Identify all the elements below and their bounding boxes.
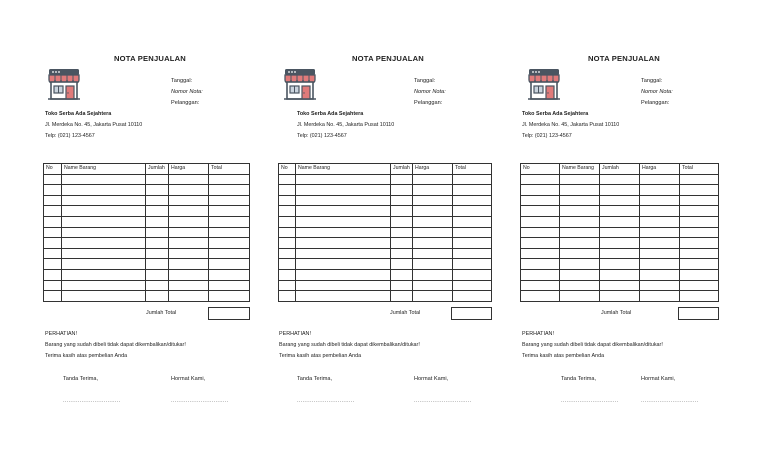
column-header: Harga — [640, 164, 680, 175]
table-cell[interactable] — [680, 248, 719, 259]
date-label: Tanggal: — [414, 78, 436, 84]
column-header: Name Barang — [560, 164, 600, 175]
table-cell[interactable] — [560, 280, 600, 291]
table-cell[interactable] — [521, 206, 560, 217]
column-header: Total — [453, 164, 492, 175]
note-title: NOTA PENJUALAN — [588, 54, 660, 63]
table-cell[interactable] — [600, 227, 640, 238]
customer-label: Pelanggan: — [641, 100, 670, 106]
column-header: Jumlah — [600, 164, 640, 175]
grand-total-label: Jumlah Total — [601, 310, 632, 316]
receiver-signature-line: ............................... — [561, 398, 619, 404]
receiver-signature-line: ............................... — [297, 398, 355, 404]
table-cell[interactable] — [560, 248, 600, 259]
table-row — [521, 291, 719, 302]
date-label: Tanggal: — [641, 78, 663, 84]
table-cell[interactable] — [521, 259, 560, 270]
seller-signature-label: Hormat Kami, — [414, 376, 449, 382]
table-cell[interactable] — [680, 238, 719, 249]
receiver-signature-label: Tanda Terima, — [561, 376, 597, 382]
store-address: Jl. Merdeka No. 45, Jakarta Pusat 10110 — [45, 122, 143, 128]
table-row — [521, 248, 719, 259]
note-number-label: Nomor Nota: — [414, 89, 446, 95]
customer-label: Pelanggan: — [171, 100, 200, 106]
table-row — [521, 259, 719, 270]
table-cell[interactable] — [560, 259, 600, 270]
column-header: Name Barang — [296, 164, 391, 175]
table-cell[interactable] — [521, 185, 560, 196]
table-cell[interactable] — [600, 259, 640, 270]
table-cell[interactable] — [640, 291, 680, 302]
column-header: Harga — [413, 164, 453, 175]
receiver-signature-line: ............................... — [63, 398, 121, 404]
table-cell[interactable] — [521, 227, 560, 238]
notice-thanks: Terima kasih atas pembelian Anda — [279, 353, 362, 359]
table-cell[interactable] — [560, 195, 600, 206]
column-header: Total — [209, 164, 250, 175]
table-cell[interactable] — [600, 280, 640, 291]
table-cell[interactable] — [560, 238, 600, 249]
store-address: Jl. Merdeka No. 45, Jakarta Pusat 10110 — [522, 122, 620, 128]
table-row — [521, 206, 719, 217]
table-cell[interactable] — [560, 206, 600, 217]
table-row — [521, 269, 719, 280]
store-name: Toko Serba Ada Sejahtera — [45, 111, 112, 117]
notice-thanks: Terima kasih atas pembelian Anda — [522, 353, 605, 359]
seller-signature-label: Hormat Kami, — [171, 376, 206, 382]
table-cell[interactable] — [640, 248, 680, 259]
table-cell[interactable] — [680, 291, 719, 302]
table-cell[interactable] — [560, 216, 600, 227]
column-header: No — [521, 164, 560, 175]
table-cell[interactable] — [600, 195, 640, 206]
notice-no-return: Barang yang sudah dibeli tidak dapat dikembalikan/ditukar! — [45, 342, 186, 348]
table-cell[interactable] — [600, 216, 640, 227]
table-cell[interactable] — [600, 291, 640, 302]
column-header: Harga — [169, 164, 209, 175]
table-row — [521, 280, 719, 291]
table-cell[interactable] — [521, 238, 560, 249]
table-cell[interactable] — [560, 185, 600, 196]
table-cell[interactable] — [560, 269, 600, 280]
table-cell[interactable] — [680, 269, 719, 280]
table-cell[interactable] — [521, 269, 560, 280]
table-cell[interactable] — [640, 206, 680, 217]
notice-no-return: Barang yang sudah dibeli tidak dapat dikembalikan/ditukar! — [522, 342, 663, 348]
receiver-signature-label: Tanda Terima, — [297, 376, 333, 382]
grand-total-cell — [678, 307, 719, 320]
table-row — [521, 195, 719, 206]
table-cell[interactable] — [680, 195, 719, 206]
store-name: Toko Serba Ada Sejahtera — [522, 111, 589, 117]
notice-thanks: Terima kasih atas pembelian Anda — [45, 353, 128, 359]
table-cell[interactable] — [560, 291, 600, 302]
table-cell[interactable] — [680, 259, 719, 270]
table-cell[interactable] — [560, 227, 600, 238]
table-row — [521, 185, 719, 196]
grand-total-label: Jumlah Total — [390, 310, 421, 316]
items-table — [520, 163, 719, 302]
column-header: Total — [680, 164, 719, 175]
note-number-label: Nomor Nota: — [171, 89, 203, 95]
store-phone: Telp: (021) 123-4567 — [522, 133, 572, 139]
column-header: No — [44, 164, 62, 175]
table-cell[interactable] — [680, 280, 719, 291]
seller-signature-line: ............................... — [171, 398, 229, 404]
notice-heading: PERHATIAN! — [279, 331, 311, 337]
date-label: Tanggal: — [171, 78, 193, 84]
table-cell[interactable] — [521, 291, 560, 302]
table-cell[interactable] — [600, 206, 640, 217]
table-cell[interactable] — [680, 216, 719, 227]
store-icon — [527, 67, 561, 101]
table-cell[interactable] — [560, 174, 600, 185]
notice-heading: PERHATIAN! — [45, 331, 77, 337]
table-cell[interactable] — [640, 216, 680, 227]
table-cell[interactable] — [640, 259, 680, 270]
column-header: No — [279, 164, 296, 175]
customer-label: Pelanggan: — [414, 100, 443, 106]
table-cell[interactable] — [640, 269, 680, 280]
table-cell[interactable] — [600, 269, 640, 280]
table-cell[interactable] — [640, 238, 680, 249]
table-cell[interactable] — [640, 185, 680, 196]
store-phone: Telp: (021) 123-4567 — [45, 133, 95, 139]
table-cell[interactable] — [521, 280, 560, 291]
table-cell[interactable] — [521, 216, 560, 227]
column-header: Name Barang — [62, 164, 146, 175]
column-header: Jumlah — [146, 164, 169, 175]
table-cell[interactable] — [600, 248, 640, 259]
receiver-signature-label: Tanda Terima, — [63, 376, 99, 382]
notice-no-return: Barang yang sudah dibeli tidak dapat dikembalikan/ditukar! — [279, 342, 420, 348]
store-phone: Telp: (021) 123-4567 — [297, 133, 347, 139]
seller-signature-label: Hormat Kami, — [641, 376, 676, 382]
table-cell[interactable] — [640, 280, 680, 291]
table-cell[interactable] — [521, 248, 560, 259]
note-number-label: Nomor Nota: — [641, 89, 673, 95]
table-cell[interactable] — [640, 174, 680, 185]
note-title: NOTA PENJUALAN — [352, 54, 424, 63]
notice-heading: PERHATIAN! — [522, 331, 554, 337]
column-header: Jumlah — [391, 164, 413, 175]
table-cell[interactable] — [600, 174, 640, 185]
table-cell[interactable] — [680, 206, 719, 217]
table-cell[interactable] — [680, 227, 719, 238]
table-cell[interactable] — [600, 185, 640, 196]
note-title: NOTA PENJUALAN — [114, 54, 186, 63]
table-row — [521, 174, 719, 185]
table-cell[interactable] — [640, 195, 680, 206]
table-cell[interactable] — [680, 185, 719, 196]
table-cell[interactable] — [521, 195, 560, 206]
seller-signature-line: ............................... — [414, 398, 472, 404]
grand-total-label: Jumlah Total — [146, 310, 177, 316]
table-cell[interactable] — [640, 227, 680, 238]
table-header-row — [521, 164, 719, 175]
seller-signature-line: ............................... — [641, 398, 699, 404]
table-cell[interactable] — [600, 238, 640, 249]
table-cell[interactable] — [521, 174, 560, 185]
table-row — [521, 238, 719, 249]
store-address: Jl. Merdeka No. 45, Jakarta Pusat 10110 — [297, 122, 395, 128]
table-cell[interactable] — [680, 174, 719, 185]
table-row — [521, 227, 719, 238]
store-name: Toko Serba Ada Sejahtera — [297, 111, 364, 117]
table-row — [521, 216, 719, 227]
